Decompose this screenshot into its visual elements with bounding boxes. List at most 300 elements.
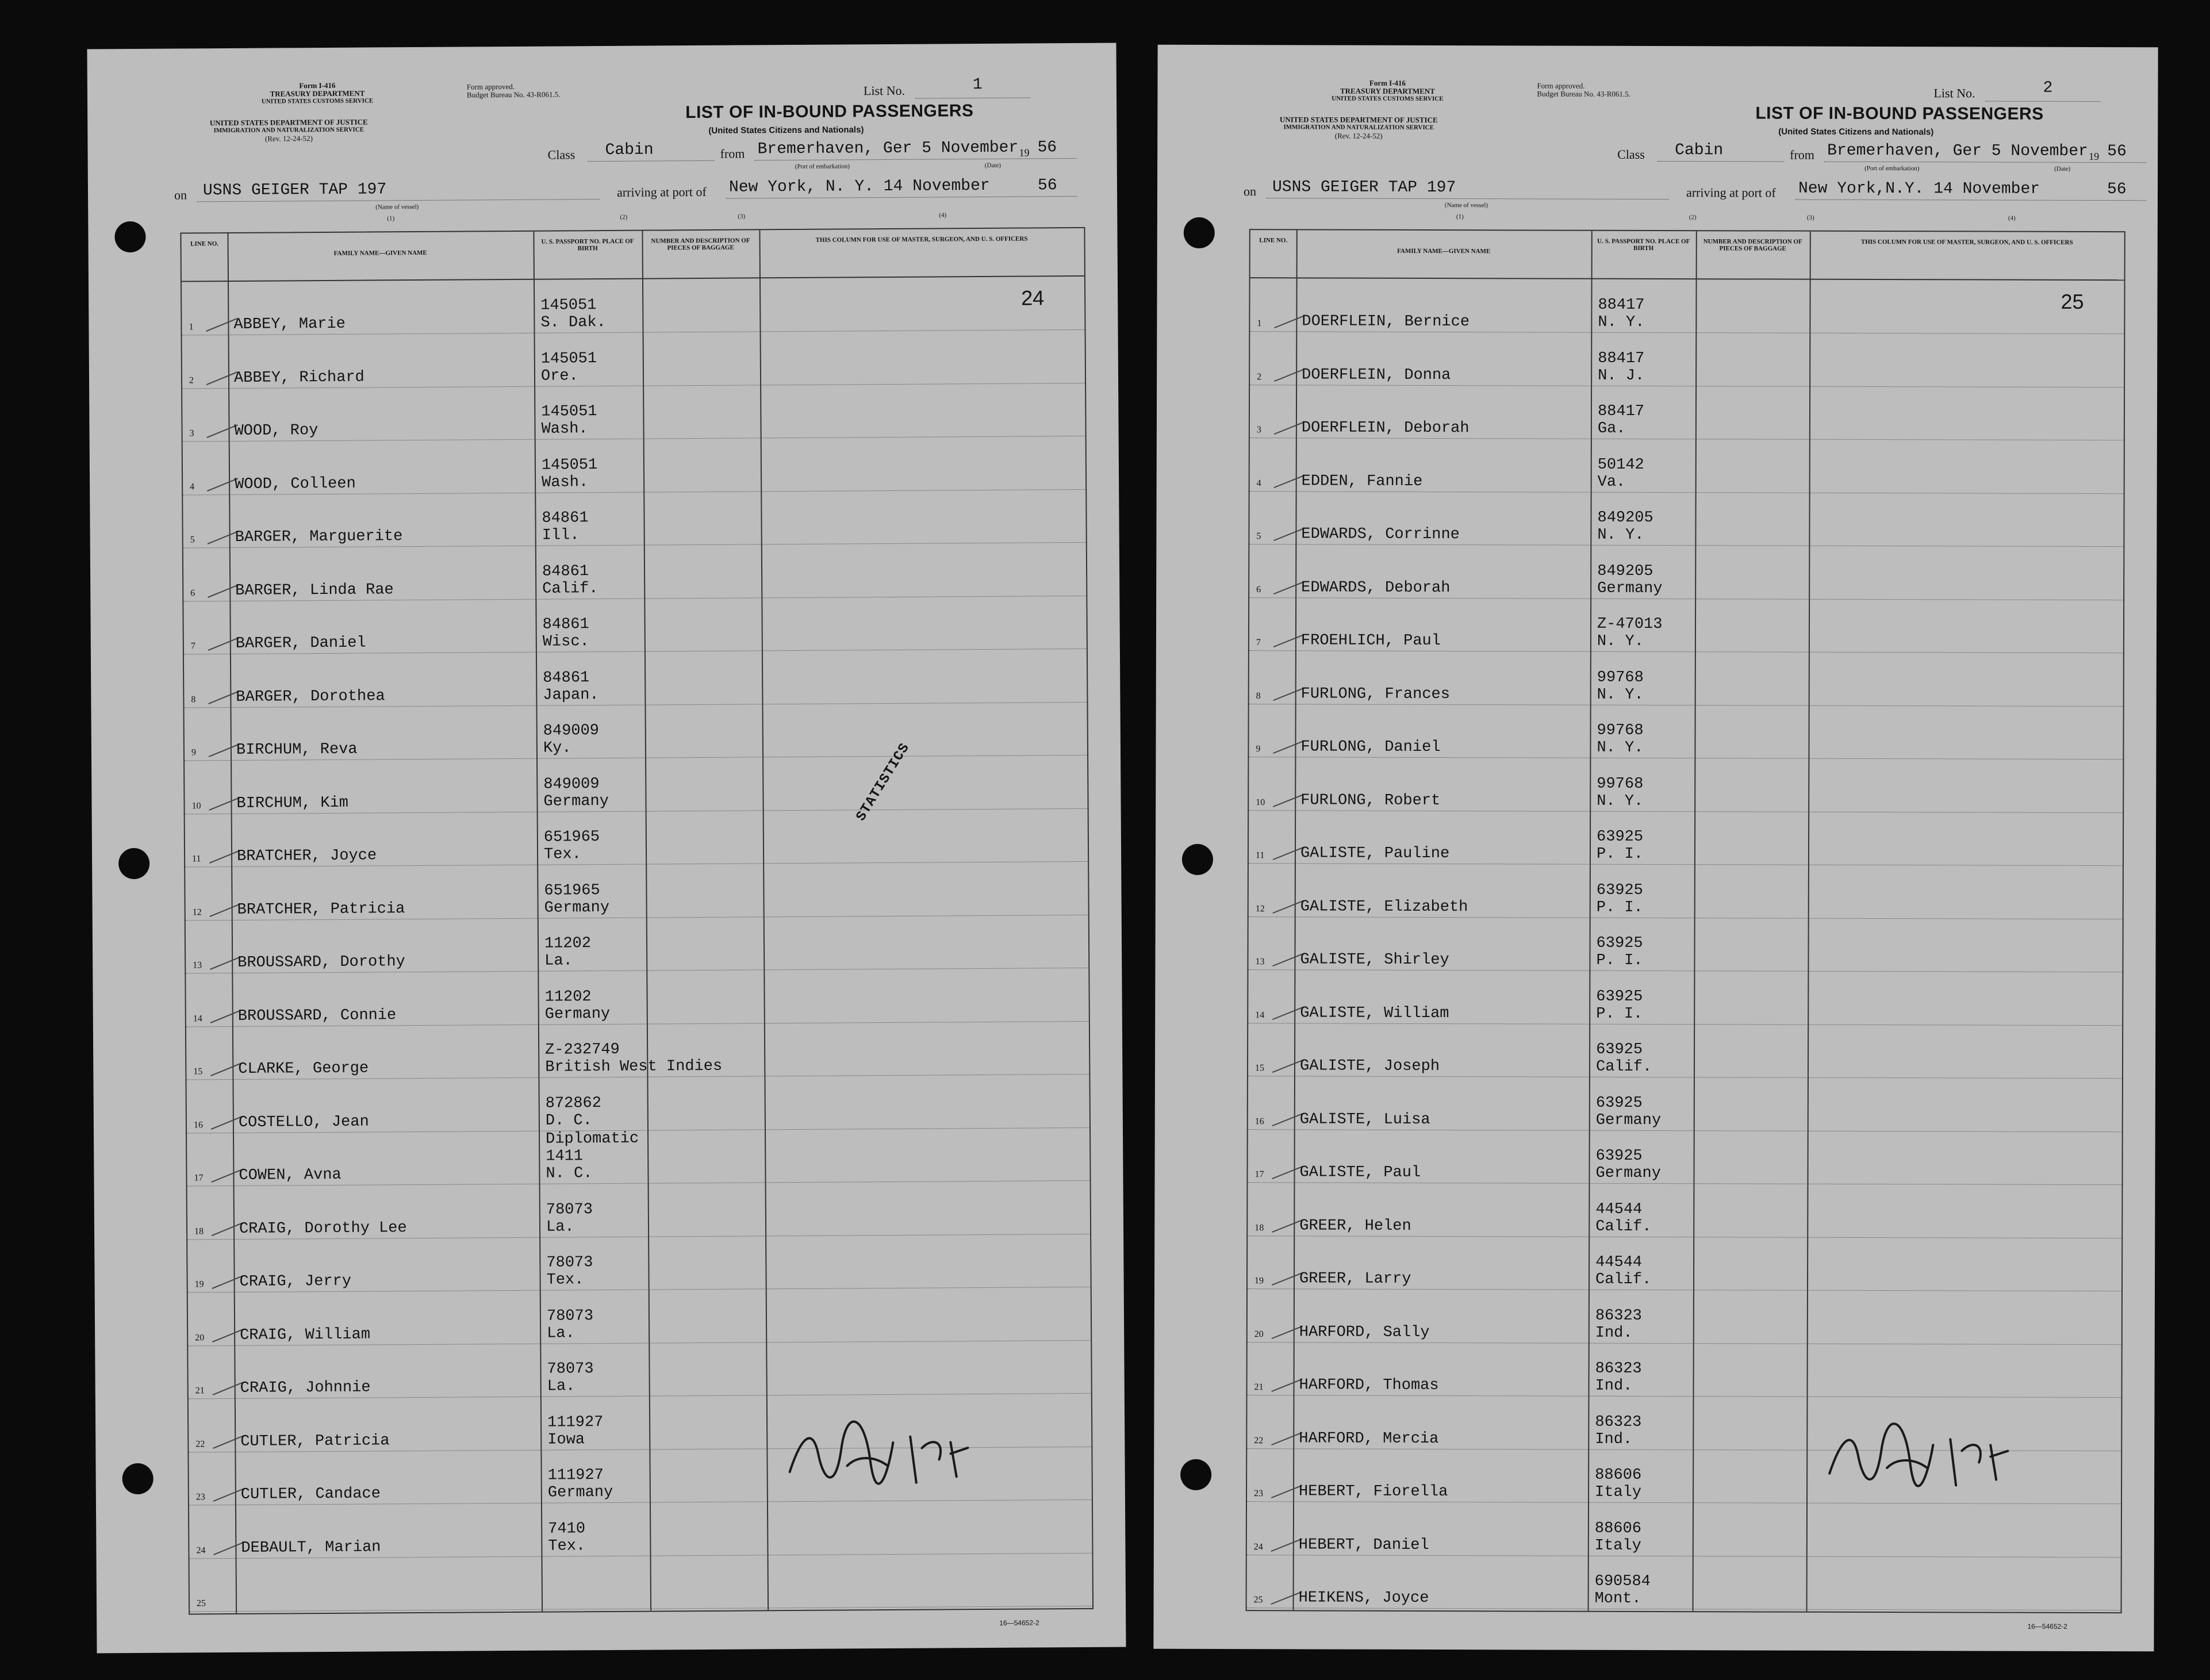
place-of-birth: N. Y. (1597, 526, 1644, 544)
passenger-name: CLARKE, George (238, 1060, 369, 1078)
line-number: 2 (189, 375, 194, 385)
passport-and-birth (544, 935, 591, 969)
list-no-label: List No. (1933, 86, 1975, 101)
line-number: 16 (1254, 1116, 1264, 1126)
table-row (1249, 651, 2123, 707)
passenger-name: BIRCHUM, Reva (236, 741, 358, 759)
passport-and-birth (1596, 1094, 1662, 1129)
passport-and-birth (542, 563, 598, 598)
table-row (1249, 704, 2123, 760)
passenger-name: EDWARDS, Corrinne (1301, 526, 1460, 544)
form-label: Form I-416 (299, 80, 336, 90)
revision: (Rev. 12-24-52) (1334, 131, 1383, 140)
passenger-name: DEBAULT, Marian (241, 1538, 381, 1557)
line-number: 3 (1256, 425, 1261, 435)
line-number: 19 (194, 1279, 204, 1290)
place-of-birth: Ind. (1595, 1377, 1633, 1395)
passport-number: 86323 (1595, 1360, 1642, 1378)
passenger-name: GALISTE, Luisa (1299, 1110, 1430, 1129)
passport-and-birth (1596, 935, 1643, 969)
inspector-signature (1818, 1405, 2013, 1500)
class-line (588, 160, 715, 162)
passport-and-birth (1597, 881, 1643, 916)
place-of-birth: N. Y. (1597, 632, 1644, 650)
passport-number: 78073 (546, 1254, 593, 1272)
check-mark (210, 1063, 241, 1076)
passport-number: Z-47013 (1597, 615, 1663, 634)
line-number: 7 (190, 641, 195, 651)
line-number: 6 (190, 588, 195, 598)
place-of-birth: Ga. (1597, 420, 1626, 438)
arriving-label: arriving at port of (616, 184, 707, 200)
check-mark (1273, 474, 1305, 488)
passenger-name: BROUSSARD, Dorothy (237, 953, 405, 972)
line-number: 24 (1253, 1541, 1263, 1552)
check-mark (209, 850, 240, 864)
passport-and-birth (541, 350, 597, 385)
passport-and-birth (1596, 1041, 1652, 1076)
line-number: 20 (195, 1332, 205, 1343)
table-row (1248, 1183, 2121, 1238)
line-number: 3 (189, 428, 194, 439)
table-row (185, 808, 1088, 868)
check-mark (213, 1382, 244, 1395)
check-mark (209, 903, 240, 917)
place-of-birth: Tex. (546, 1271, 584, 1289)
check-mark (1272, 1325, 1303, 1338)
place-of-birth: N. Y. (1597, 792, 1644, 810)
passport-number: 63925 (1595, 1094, 1643, 1112)
passport-number: 111927 (547, 1467, 604, 1485)
form-label: Form I-416 (1369, 78, 1406, 87)
passenger-name: DOERFLEIN, Deborah (1301, 419, 1470, 438)
place-of-birth: Germany (543, 792, 609, 811)
arriving-label: arriving at port of (1686, 185, 1776, 200)
table-row (1250, 438, 2124, 494)
form-approved: Form approved. (466, 82, 515, 91)
passenger-name: CUTLER, Candace (240, 1485, 381, 1503)
check-mark (209, 797, 240, 811)
passport-and-birth (546, 1130, 639, 1183)
passenger-name: BRATCHER, Joyce (236, 847, 377, 865)
line-number: 17 (194, 1173, 204, 1183)
line-number: 14 (193, 1013, 202, 1023)
check-mark (1272, 1272, 1303, 1286)
table-row (187, 1180, 1091, 1240)
passenger-name: EDWARDS, Deborah (1301, 578, 1451, 597)
line-number: 12 (192, 907, 202, 917)
table-row (187, 1127, 1090, 1187)
class-value: Cabin (605, 141, 654, 159)
place-of-birth: Germany (544, 899, 610, 917)
check-mark (1274, 315, 1306, 328)
passenger-name: BIRCHUM, Kim (236, 794, 349, 812)
place-of-birth: Mont. (1594, 1590, 1641, 1608)
passenger-name: FURLONG, Daniel (1300, 738, 1441, 757)
header-baggage: NUMBER AND DESCRIPTION OF PIECES OF BAGGAGE (1703, 238, 1802, 252)
check-mark (207, 531, 238, 544)
passport-and-birth (541, 403, 597, 438)
passport-number: 84861 (542, 616, 589, 634)
line-number: 20 (1254, 1329, 1264, 1339)
passport-number: 651965 (544, 881, 600, 900)
line-number: 1 (1257, 319, 1262, 329)
vessel-caption: (Name of vessel) (1444, 202, 1488, 209)
place-of-birth: Germany (1595, 1164, 1661, 1183)
place-of-birth: Germany (544, 1005, 611, 1023)
place-of-birth: Calif. (542, 580, 598, 598)
line-number: 25 (196, 1598, 206, 1609)
table-row (1250, 385, 2124, 440)
table-row (1248, 916, 2122, 972)
check-mark (206, 371, 237, 385)
check-mark (1273, 634, 1305, 647)
page-count: 24 (1021, 286, 1045, 310)
header-passport: U. S. PASSPORT NO. PLACE OF BIRTH (541, 237, 634, 252)
passport-number: 63925 (1597, 828, 1644, 846)
passenger-name: HARFORD, Mercia (1299, 1429, 1439, 1448)
vessel-name: USNS GEIGER TAP 197 (1272, 178, 1456, 197)
passenger-name: WOOD, Roy (234, 422, 319, 440)
check-mark (209, 743, 240, 757)
page-title: LIST OF IN-BOUND PASSENGERS (1755, 103, 2044, 124)
check-mark (210, 1010, 241, 1023)
table-row (1249, 757, 2123, 813)
passport-number: 111927 (547, 1413, 604, 1432)
check-mark (212, 1222, 243, 1236)
list-no: 1 (972, 75, 983, 94)
passport-number: 849009 (543, 775, 600, 793)
passport-number: 11202 (544, 988, 592, 1006)
class-label: Class (547, 147, 575, 162)
header-baggage: NUMBER AND DESCRIPTION OF PIECES OF BAGGAGE (651, 237, 750, 252)
place-of-birth: La. (546, 1218, 574, 1236)
passenger-name: GALISTE, William (1300, 1004, 1449, 1022)
passport-number: 63925 (1596, 1041, 1643, 1058)
check-mark (1272, 1166, 1303, 1179)
passport-and-birth (544, 988, 610, 1023)
port-embark-caption: (Port of embarkation) (1864, 164, 1920, 172)
check-mark (206, 424, 237, 438)
table-row (183, 542, 1087, 601)
line-number: 18 (1254, 1222, 1264, 1233)
passenger-name: WOOD, Colleen (235, 475, 356, 493)
check-mark (1274, 421, 1306, 435)
punch-hole (1184, 217, 1215, 248)
passenger-table (1246, 229, 2125, 1613)
passenger-name: GALISTE, Joseph (1299, 1057, 1440, 1076)
passport-number: 145051 (540, 350, 597, 368)
passport-and-birth (545, 1041, 722, 1076)
passenger-name: BRATCHER, Patricia (237, 900, 405, 919)
statistics-stamp: STATISTICS (853, 740, 914, 824)
table-row (1250, 332, 2124, 388)
check-mark (211, 1169, 242, 1183)
list-no-line (1985, 101, 2100, 102)
manifest-page-2 (1153, 45, 2158, 1652)
passport-number: 63925 (1596, 988, 1643, 1006)
passenger-name: GALISTE, Pauline (1300, 845, 1450, 863)
place-of-birth: Germany (1595, 1111, 1662, 1129)
passenger-name: FROEHLICH, Paul (1300, 632, 1441, 650)
table-row (1247, 1555, 2121, 1610)
passport-and-birth (543, 669, 599, 704)
passport-number: 86323 (1595, 1413, 1642, 1431)
vessel-line (197, 199, 600, 202)
list-no-line (915, 97, 1030, 98)
line-number: 21 (1254, 1382, 1264, 1393)
place-of-birth: Ind. (1595, 1430, 1633, 1448)
column-number: (2) (1689, 214, 1697, 221)
place-of-birth: Ky. (543, 739, 571, 757)
check-mark (1271, 1485, 1303, 1498)
header-officers: THIS COLUMN FOR USE OF MASTER, SURGEON, AND U. S. OFFICERS (815, 235, 1028, 244)
header-officers: THIS COLUMN FOR USE OF MASTER, SURGEON, AND U. S. OFFICERS (1860, 238, 2073, 246)
column-number: (4) (2008, 214, 2016, 222)
vessel-caption: (Name of vessel) (375, 203, 419, 211)
check-mark (1273, 581, 1305, 594)
passport-and-birth (547, 1307, 593, 1342)
year-prefix: 19 (1019, 147, 1030, 159)
passport-and-birth (1598, 456, 1644, 490)
passenger-name: CUTLER, Patricia (240, 1432, 390, 1451)
place-of-birth: Wash. (542, 473, 589, 492)
inspector-signature (778, 1402, 974, 1498)
table-row (188, 1287, 1091, 1346)
check-mark (206, 318, 237, 332)
justice-dept: UNITED STATES DEPARTMENT OF JUSTICE (209, 117, 368, 128)
table-row (1248, 1129, 2121, 1185)
place-of-birth: N. Y. (1597, 739, 1644, 757)
column-number: (1) (1456, 213, 1464, 221)
arriving-line (726, 196, 1077, 199)
punch-hole (114, 221, 145, 252)
page-count: 25 (2061, 289, 2084, 313)
passport-and-birth (1595, 1254, 1651, 1288)
line-number: 4 (190, 481, 195, 492)
budget-bureau: Budget Bureau No. 43-R061.5. (466, 90, 561, 99)
passport-number: 99768 (1597, 722, 1644, 739)
passport-and-birth (1597, 562, 1663, 597)
check-mark (208, 637, 239, 651)
place-of-birth: La. (547, 1378, 575, 1395)
table-row (1249, 544, 2123, 600)
passport-number: 78073 (547, 1360, 594, 1378)
budget-bureau: Budget Bureau No. 43-R061.5. (1537, 89, 1630, 98)
passenger-name: BARGER, Marguerite (235, 528, 403, 546)
passport-number: 690584 (1594, 1572, 1651, 1590)
passport-and-birth (543, 775, 609, 810)
passport-number: 99768 (1597, 775, 1644, 793)
passport-and-birth (1598, 297, 1644, 331)
table-row (182, 277, 1085, 336)
passport-and-birth (546, 1095, 602, 1130)
check-mark (1272, 1060, 1304, 1073)
line-number: 1 (189, 322, 194, 332)
column-number: (3) (1806, 214, 1814, 221)
check-mark (212, 1329, 243, 1343)
vessel-name: USNS GEIGER TAP 197 (202, 181, 387, 200)
line-number: 8 (1256, 691, 1261, 701)
manifest-page-1 (87, 43, 1126, 1654)
passport-number: 86323 (1595, 1307, 1642, 1325)
check-mark (1271, 1379, 1303, 1392)
passport-and-birth (1597, 509, 1653, 544)
place-of-birth: N. C. (546, 1165, 593, 1183)
passport-and-birth (543, 616, 589, 650)
line-number: 9 (191, 747, 197, 758)
place-of-birth: P. I. (1596, 952, 1643, 969)
place-of-birth: La. (544, 952, 573, 970)
list-no: 2 (2043, 79, 2053, 97)
line-number: 11 (192, 854, 201, 864)
passport-number: 145051 (540, 297, 597, 314)
passport-number: 84861 (543, 669, 590, 687)
passenger-table (180, 227, 1094, 1615)
list-no-label: List No. (863, 83, 906, 98)
passport-number: 88417 (1597, 402, 1645, 420)
passport-number: 50142 (1597, 456, 1644, 474)
passenger-name: HEBERT, Fiorella (1299, 1483, 1448, 1501)
passport-number: 44544 (1595, 1253, 1643, 1271)
passport-number: 11202 (544, 935, 592, 953)
passport-and-birth (1595, 1307, 1642, 1341)
passenger-name: CRAIG, Johnnie (240, 1379, 371, 1397)
table-row (1248, 1236, 2121, 1291)
passenger-name: HARFORD, Thomas (1299, 1376, 1439, 1395)
passenger-name: FURLONG, Robert (1300, 791, 1441, 810)
line-number: 15 (1254, 1063, 1265, 1073)
table-row (184, 702, 1087, 761)
passport-and-birth (1595, 1467, 1641, 1501)
passenger-name: CRAIG, Jerry (239, 1272, 352, 1291)
arrive-year: 56 (1037, 177, 1057, 195)
passenger-name: HEBERT, Daniel (1298, 1536, 1429, 1554)
passenger-name: CRAIG, Dorothy Lee (239, 1219, 407, 1238)
passport-and-birth (547, 1360, 593, 1395)
passenger-name: BROUSSARD, Connie (237, 1006, 397, 1025)
passport-number: 84861 (542, 562, 589, 581)
table-row (1248, 970, 2122, 1026)
passenger-name: DOERFLEIN, Bernice (1302, 313, 1470, 331)
passport-and-birth (1598, 403, 1644, 438)
passport-number: 145051 (541, 403, 597, 421)
passport-number: 63925 (1595, 1147, 1643, 1165)
on-label: on (1243, 184, 1257, 199)
passport-and-birth (1597, 616, 1663, 650)
treasury-dept: TREASURY DEPARTMENT (1340, 86, 1435, 95)
page-subtitle: (United States Citizens and Nationals) (708, 125, 864, 136)
line-number: 22 (1254, 1435, 1264, 1445)
table-row (1248, 1076, 2122, 1132)
passenger-name: ABBEY, Richard (233, 369, 365, 387)
customs-service: UNITED STATES CUSTOMS SERVICE (1332, 95, 1444, 103)
line-number: 24 (196, 1545, 206, 1555)
passenger-name: BARGER, Linda Rae (235, 581, 394, 600)
date-caption: (Date) (2054, 165, 2071, 172)
place-of-birth: Wash. (541, 420, 588, 438)
page-title: LIST OF IN-BOUND PASSENGERS (685, 101, 974, 122)
passport-number: Z-232749 (545, 1041, 620, 1059)
passport-number: 88417 (1598, 296, 1645, 314)
check-mark (1272, 1006, 1304, 1019)
passport-and-birth (1596, 988, 1643, 1022)
table-row (1249, 597, 2123, 653)
year-value: 56 (1037, 139, 1057, 157)
passport-and-birth (1595, 1573, 1651, 1608)
arriving-value: New York,N.Y. 14 November (1798, 179, 2040, 198)
passenger-name: HEIKENS, Joyce (1298, 1589, 1429, 1607)
from-value: Bremerhaven, Ger 5 November (757, 139, 1019, 159)
place-of-birth: N. J. (1598, 367, 1645, 385)
year-prefix: 19 (2089, 150, 2100, 163)
place-of-birth: D. C. (545, 1111, 593, 1130)
passenger-name: FURLONG, Frances (1300, 685, 1450, 703)
place-of-birth: Va. (1597, 473, 1626, 491)
passenger-name: GREER, Helen (1299, 1217, 1411, 1235)
check-mark (213, 1435, 244, 1449)
passenger-name: COSTELLO, Jean (238, 1113, 369, 1131)
customs-service: UNITED STATES CUSTOMS SERVICE (261, 97, 374, 105)
class-label: Class (1617, 147, 1645, 162)
check-mark (1271, 1538, 1303, 1551)
table-row (183, 596, 1087, 655)
line-number: 10 (1256, 797, 1265, 807)
punch-hole (122, 1463, 154, 1494)
table-row (185, 861, 1088, 920)
place-of-birth: P. I. (1596, 845, 1644, 863)
passport-number: 88417 (1598, 350, 1645, 367)
check-mark (1273, 687, 1304, 700)
table-row (1248, 1289, 2121, 1345)
place-of-birth: Calif. (1595, 1218, 1652, 1236)
line-number: 7 (1256, 638, 1261, 648)
table-row (1247, 1502, 2121, 1558)
line-number: 13 (1255, 957, 1265, 967)
place-of-birth: P. I. (1596, 1005, 1643, 1023)
header-name: FAMILY NAME—GIVEN NAME (333, 249, 427, 257)
passport-number: 88606 (1594, 1520, 1641, 1537)
table-row (1248, 1342, 2121, 1398)
check-mark (1272, 1219, 1303, 1232)
check-mark (1271, 1432, 1303, 1445)
passport-and-birth (542, 509, 588, 544)
check-mark (1272, 953, 1304, 966)
from-label: from (1790, 147, 1814, 162)
date-caption: (Date) (984, 162, 1001, 169)
check-mark (211, 1116, 242, 1130)
passport-number: 63925 (1596, 934, 1643, 952)
justice-dept: UNITED STATES DEPARTMENT OF JUSTICE (1279, 115, 1438, 125)
line-number: 21 (195, 1386, 205, 1396)
from-label: from (720, 146, 745, 161)
table-row (185, 755, 1088, 814)
passport-and-birth (546, 1201, 593, 1236)
place-of-birth: Tex. (548, 1537, 586, 1555)
punch-hole (118, 848, 149, 879)
line-number: 16 (193, 1119, 203, 1130)
passenger-name: GALISTE, Shirley (1300, 951, 1449, 969)
punch-hole (1180, 1459, 1211, 1490)
line-number: 15 (193, 1067, 203, 1077)
place-of-birth: S. Dak. (540, 313, 606, 332)
header-line-no: LINE NO. (1259, 237, 1288, 244)
form-footer-code: 16—54652-2 (2027, 1622, 2067, 1631)
treasury-dept: TREASURY DEPARTMENT (270, 89, 365, 98)
passport-number: 849205 (1597, 562, 1653, 580)
check-mark (1273, 528, 1305, 541)
check-mark (1273, 847, 1304, 860)
